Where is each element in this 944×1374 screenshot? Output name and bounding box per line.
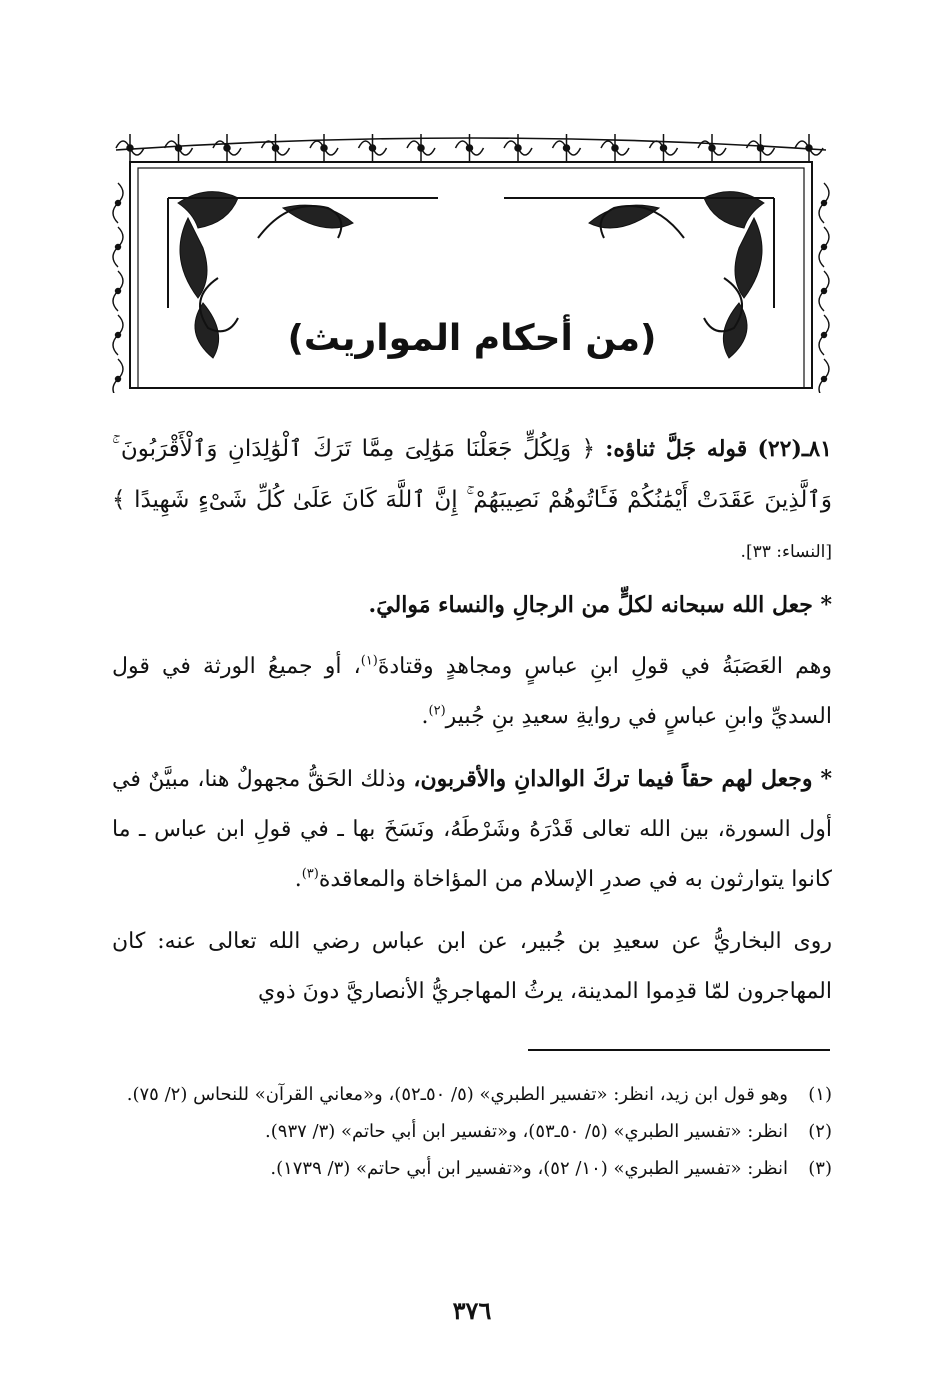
footnote-ref-3[interactable]: (٣) [301,866,319,882]
paragraph-2-end: . [421,704,429,729]
footnote-divider [528,1049,830,1051]
paragraph-3 [112,754,832,905]
footnote-item [112,1115,832,1148]
footnote-item [112,1152,832,1185]
footnote-text: انظر: «تفسير الطبري» (١٠/ ٥٢)، و«تفسير ابن أبي حاتم» (٣/ ١٧٣٩). [270,1158,788,1179]
footnote-ref-2[interactable]: (٢) [428,703,446,719]
footnotes [112,1078,832,1189]
quran-verse: ﴿ وَلِكُلٍّ جَعَلْنَا مَوَٰلِىَ مِمَّا تَرَكَ ٱلْوَٰلِدَانِ وَٱلْأَقْرَبُونَ ۚ وَٱلَّذِينَ عَقَدَتْ أَيْمَٰنُكُمْ فَـَٔاتُوهُمْ نَصِيبَهُمْ ۚ إِنَّ ٱللَّهَ كَانَ عَلَىٰ كُلِّ شَىْءٍ شَهِيدًا ﴾ [112,436,832,513]
paragraph-2-part-1: وهم العَصَبَةُ في قولِ ابنِ عباسٍ ومجاهدٍ وقتادةَ [377,654,832,679]
footnote-number: (١) [808,1084,832,1105]
paragraph-3-bold: * وجعل لهم حقاً فيما تركَ الوالدانِ والأقربون، [413,766,832,792]
footnote-number: (٢) [808,1121,832,1142]
paragraph-2 [112,642,832,742]
footnote-number: (٣) [808,1158,832,1179]
verse-number: ٨١ـ(٢٢) [757,436,832,462]
paragraph-2-part-2: ، أو جميعُ الورثة في قول السديِّ وابنِ عباسٍ في روايةِ سعيدِ بنِ جُبير [112,654,832,729]
footnote-item [112,1078,832,1111]
verse-reference: [النساء: ٣٣]. [740,542,832,562]
body-text [112,580,832,1029]
chapter-title: (من أحكام المواريث) [287,318,657,359]
paragraph-3-rest: وذلك الحَقُّ مجهولٌ هنا، مبيَّنٌ في أول السورة، بين الله تعالى قَدْرَهُ وشَرْطَهُ، ونَسَخَ بها ـ في قولِ ابن عباس ـ ما كانوا يتوارثون به في صدرِ الإسلام من المؤاخاة والمعاقدة [112,767,832,892]
footnote-ref-1[interactable]: (١) [360,653,378,669]
paragraph-3-end: . [294,867,302,892]
footnote-text: وهو قول ابن زيد، انظر: «تفسير الطبري» (٥/ ٥٠ـ٥٢)، و«معاني القرآن» للنحاس (٢/ ٧٥). [126,1084,788,1105]
verse-intro: قوله جَلَّ ثناؤه: [605,436,748,462]
verse-block [112,424,832,577]
paragraph-4: روى البخاريُّ عن سعيدِ بن جُبير، عن ابن عباس رضي الله تعالى عنه: كان المهاجرون لمّا قدِموا المدينة، يرثُ المهاجريُّ الأنصاريَّ دونَ ذوي [112,929,832,1004]
page-number: ٣٧٦ [452,1296,492,1325]
footnote-text: انظر: «تفسير الطبري» (٥/ ٥٠ـ٥٣)، و«تفسير ابن أبي حاتم» (٣/ ٩٣٧). [265,1121,788,1142]
paragraph-1: * جعل الله سبحانه لكلٍّ من الرجالِ والنساء مَواليَ. [368,592,832,618]
